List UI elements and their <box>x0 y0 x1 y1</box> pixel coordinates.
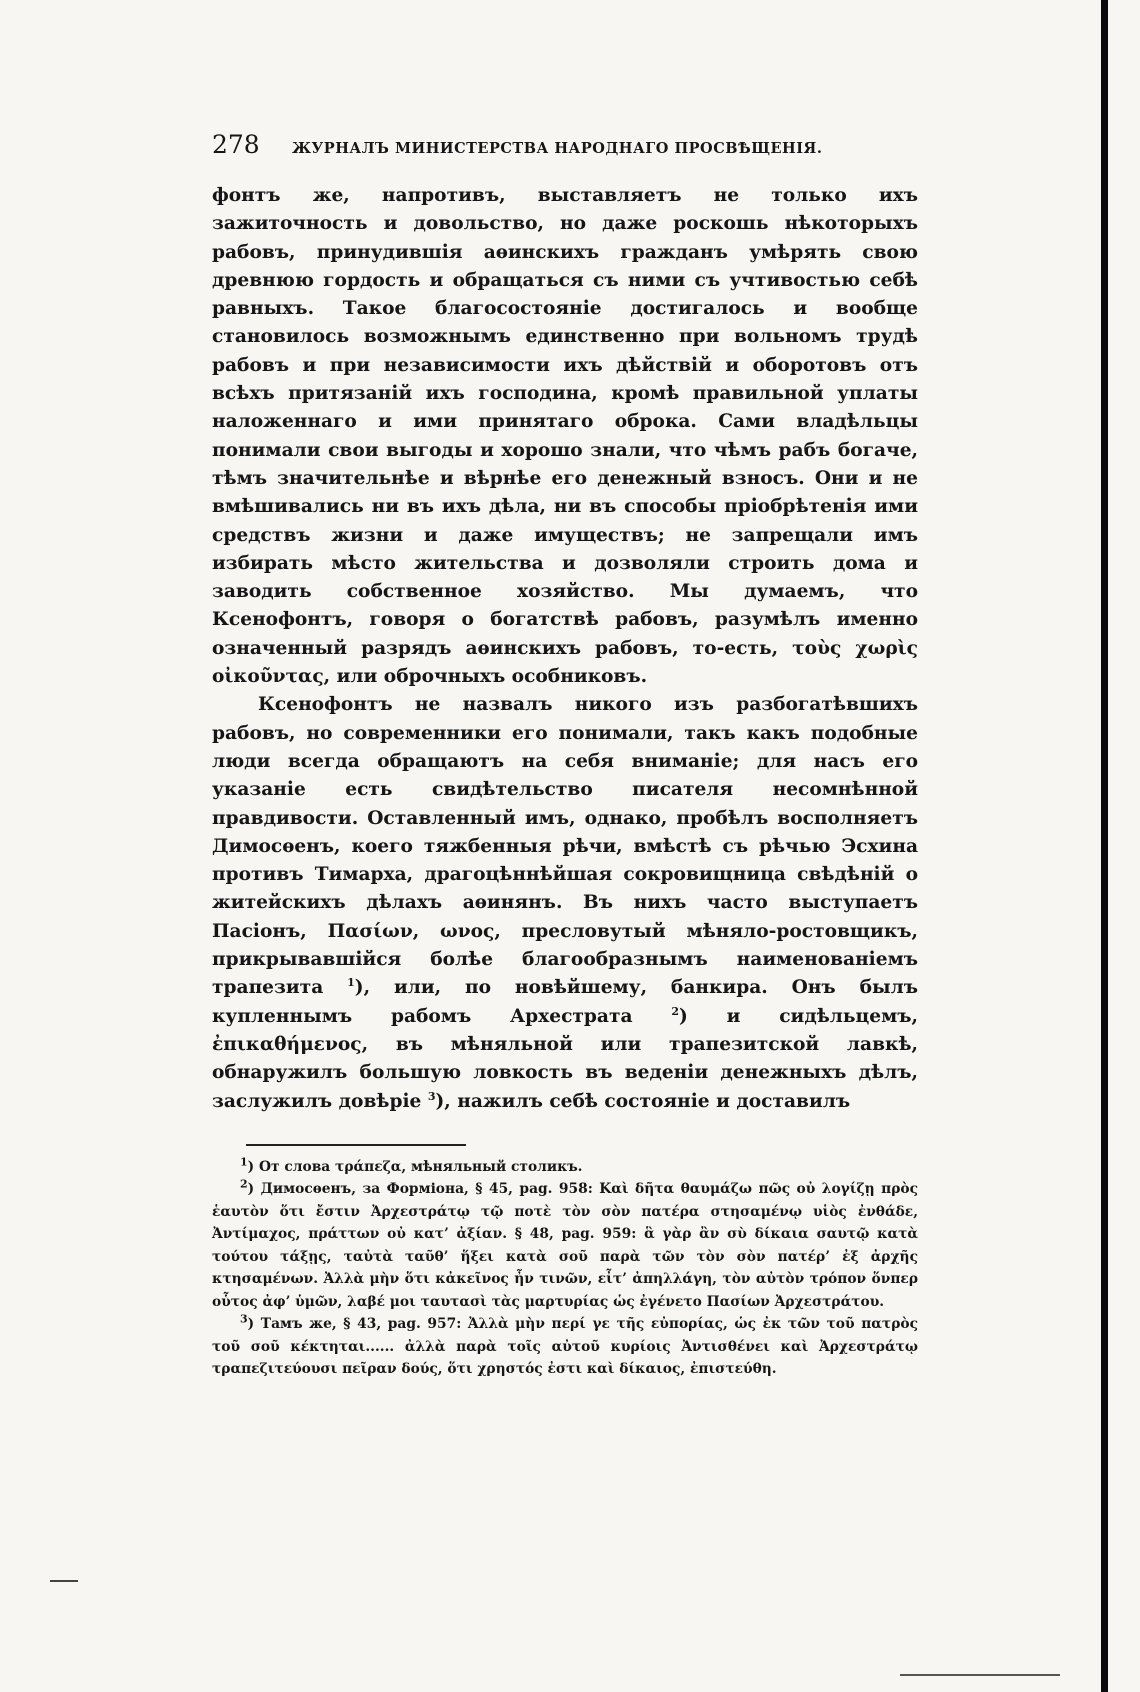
running-head: ЖУРНАЛЪ МИНИСТЕРСТВА НАРОДНАГО ПРОСВѢЩЕНІЯ. <box>292 140 823 157</box>
footnote: $^3$) Тамъ же, § 43, pag. 957: Ἀλλὰ μὴν περί γε τῆς εὐπορίας, ὡς ἐκ τῶν τοῦ πατρὸς τοῦ σοῦ κέκτηται...... ἀλλὰ παρὰ τοῖς αὐτοῦ κυρίοις Ἀντισθένει καὶ Ἀρχεστράτῳ τραπεζιτεύουσι πεῖραν δούς, ὅτι χρηστός ἐστι καὶ δίκαιος, ἐπιστεύθη. <box>212 1312 918 1378</box>
footnote-ref-3[interactable]: 3 <box>427 1089 436 1103</box>
body-text <box>212 182 918 1116</box>
paragraph-2-part-3: и сидѣльцемъ, ἐπικαθήμενος, въ мѣняльной или трапезитской лавкѣ, обнаружилъ большую ловкость въ веденіи денежныхъ дѣлъ, заслужилъ довѣріе <box>212 1005 918 1112</box>
footnote-text: Димосѳенъ, за Формiона, § 45, pag. 958: Καὶ δῆτα θαυμάζω πῶς οὐ λογίζῃ πρὸς ἑαυτὸν ὅτι ἔστιν Ἀρχεστράτῳ τῷ ποτὲ τὸν σὸν πατέρα στησαμένῳ υἱὸς ἐνθάδε, Ἀντίμαχος, πράττων οὐ κατ’ ἀξίαν. § 48, pag. 959: ἃ γὰρ ἂν σὺ δίκαια σαυτῷ κατὰ τούτου τάξῃς, ταὐτὰ ταῦθ’ ἥξει κατὰ σοῦ παρὰ τῶν τὸν σὸν πατέρ’ ἐξ ἀρχῆς κτησαμένων. Ἀλλὰ μὴν ὅτι κἀκεῖνος ἦν τινῶν, εἶτ’ ἀπηλλάγη, τὸν αὐτὸν τρόπον ὅνπερ οὗτος ἀφ’ ὑμῶν, λαβέ μοι ταυτασὶ τὰς μαρτυρίας ὡς ἐγένετο Πασίων Ἀρχεστράτου. <box>212 1181 918 1310</box>
page-number: 278 <box>212 130 260 159</box>
paragraph-2-part-2: , или, по новѣйшему, банкира. Онъ былъ купленнымъ рабомъ Архестрата <box>212 977 918 1027</box>
footnote-text: От слова τράπεζα, мѣняльный столикъ. <box>259 1158 583 1175</box>
footnote: $^2$) Димосѳенъ, за Формiона, § 45, pag. 958: Καὶ δῆτα θαυμάζω πῶς οὐ λογίζῃ πρὸς ἑαυτὸν ὅτι ἔστιν Ἀρχεστράτῳ τῷ ποτὲ τὸν σὸν πατέρα στησαμένῳ υἱὸς ἐνθάδε, Ἀντίμαχος, πράττων οὐ κατ’ ἀξίαν. § 48, pag. 959: ἃ γὰρ ἂν σὺ δίκαια σαυτῷ κατὰ τούτου τάξῃς, ταὐτὰ ταῦθ’ ἥξει κατὰ σοῦ παρὰ τῶν τὸν σὸν πατέρ’ ἐξ ἀρχῆς κτησαμένων. Ἀλλὰ μὴν ὅτι κἀκεῖνος ἦν τινῶν, εἶτ’ ἀπηλλάγη, τὸν αὐτὸν τρόπον ὅνπερ οὗτος ἀφ’ ὑμῶν, λαβέ μοι ταυτασὶ τὰς μαρτυρίας ὡς ἐγένετο Πασίων Ἀρχεστράτου. <box>212 1177 918 1310</box>
book-page <box>212 130 918 1381</box>
bottom-rule <box>900 1674 1060 1676</box>
paragraph-2: Ксенофонтъ не назвалъ никого изъ разбогатѣвшихъ рабовъ, но современники его понимали, такъ какъ подобные люди всегда обращаютъ на себя вниманіе; для насъ его указаніе есть свидѣтельство писателя несомнѣнной правдивости. Оставленный имъ, однако, пробѣлъ восполняетъ Димосѳенъ, коего тяжбенныя рѣчи, вмѣстѣ съ рѣчью Эсхина противъ Тимарха, драгоцѣннѣйшая сокровищница свѣдѣній о житейскихъ дѣлахъ аѳинянъ. Въ нихъ часто выступаетъ Пасіонъ, Πασίων, ωνος, пресловутый мѣняло-ростовщикъ, прикрывавшійся болѣе благообразнымъ наименованіемъ трапезита $^1$), или, по новѣйшему, банкира. Онъ былъ купленнымъ рабомъ Архестрата $^2$) и сидѣльцемъ, ἐπικαθήμενος, въ мѣняльной или трапезитской лавкѣ, обнаружилъ большую ловкость въ веденіи денежныхъ дѣлъ, заслужилъ довѣріе $^3$), нажилъ себѣ состояніе и доставилъ <box>212 694 918 1112</box>
footnote: $^1$) От слова τράπεζα, мѣняльный столикъ. <box>240 1155 583 1175</box>
footnote-ref-2[interactable]: 2 <box>671 1004 680 1018</box>
page-header <box>212 130 918 176</box>
paragraph-2-part-4: , нажилъ себѣ состояніе и доставилъ <box>444 1090 851 1112</box>
footnote-mark: 3 <box>240 1312 248 1326</box>
paragraph-2-part-1: Ксенофонтъ не назвалъ никого изъ разбогатѣвшихъ рабовъ, но современники его понимали, такъ какъ подобные люди всегда обращаютъ на себя вниманіе; для насъ его указаніе есть свидѣтельство писателя несомнѣнной правдивости. Оставленный имъ, однако, пробѣлъ восполняетъ Димосѳенъ, коего тяжбенныя рѣчи, вмѣстѣ съ рѣчью Эсхина противъ Тимарха, драгоцѣннѣйшая сокровищница свѣдѣній о житейскихъ дѣлахъ аѳинянъ. Въ нихъ часто выступаетъ Пасіонъ, Πασίων, ωνος, пресловутый мѣняло-ростовщикъ, прикрывавшійся болѣе благообразнымъ наименованіемъ трапезита <box>212 694 918 999</box>
footnote-ref-1[interactable]: 1 <box>347 976 355 990</box>
footnote-separator <box>246 1144 466 1146</box>
margin-mark <box>50 1580 78 1582</box>
paragraph-1: фонтъ же, напротивъ, выставляетъ не только ихъ зажиточность и довольство, но даже роскошь нѣкоторыхъ рабовъ, принудившія аѳинскихъ гражданъ умѣрять свою древнюю гордость и обращаться съ ними съ учтивостью себѣ равныхъ. Такое благосостояніе достигалось и вообще становилось возможнымъ единственно при вольномъ трудѣ рабовъ и при независимости ихъ дѣйствій и оборотовъ отъ всѣхъ притязаній ихъ господина, кромѣ правильной уплаты наложеннаго и ими принятаго оброка. Сами владѣльцы понимали свои выгоды и хорошо знали, что чѣмъ рабъ богаче, тѣмъ значительнѣе и вѣрнѣе его денежный взносъ. Они и не вмѣшивались ни въ ихъ дѣла, ни въ способы пріобрѣтенія ими средствъ жизни и даже имуществъ; не запрещали имъ избирать мѣсто жительства и дозволяли строить дома и заводить собственное хозяйство. Мы думаемъ, что Ксенофонтъ, говоря о богатствѣ рабовъ, разумѣлъ именно означенный разрядъ аѳинскихъ рабовъ, то-есть, τοὺς χωρὶς οἰκοῦντας, или оброчныхъ особниковъ. <box>212 185 918 688</box>
footnote-mark: 1 <box>240 1155 248 1169</box>
footnote-mark: 2 <box>240 1177 248 1191</box>
footnote-text: Тамъ же, § 43, pag. 957: Ἀλλὰ μὴν περί γε τῆς εὐπορίας, ὡς ἐκ τῶν τοῦ πατρὸς τοῦ σοῦ κέκτηται...... ἀλλὰ παρὰ τοῖς αὐτοῦ κυρίοις Ἀντισθένει καὶ Ἀρχεστράτῳ τραπεζιτεύουσι πεῖραν δούς, ὅτι χρηστός ἐστι καὶ δίκαιος, ἐπιστεύθη. <box>212 1316 918 1378</box>
footnotes <box>212 1156 918 1381</box>
scan-edge-mark <box>1101 0 1108 1692</box>
